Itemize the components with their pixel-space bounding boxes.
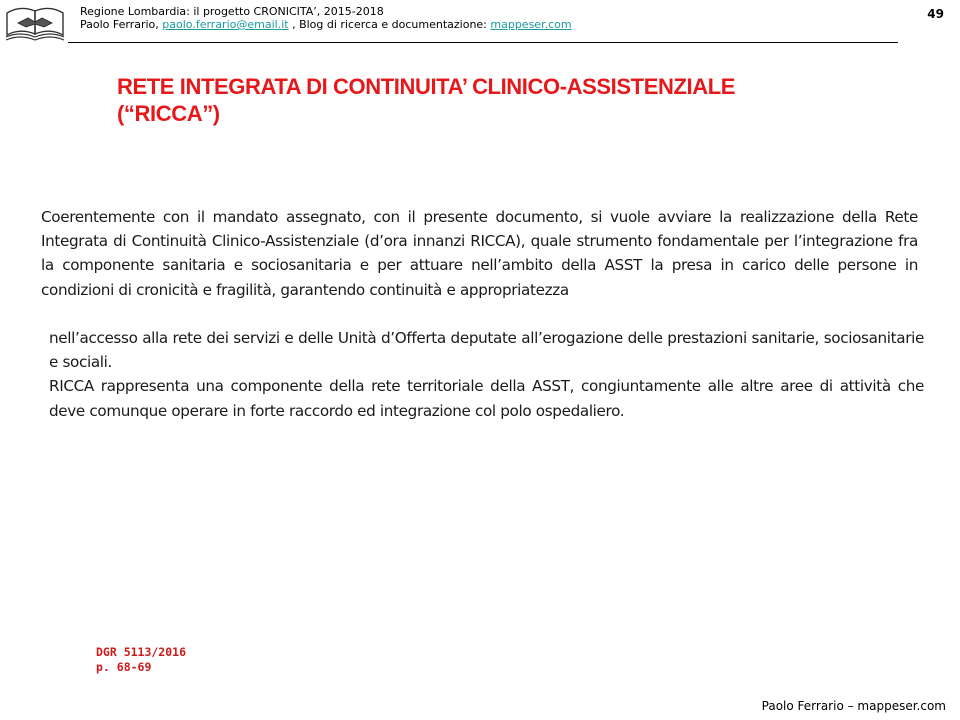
slide-title-line2: (“RICCA”): [117, 101, 220, 126]
page-number: 49: [927, 7, 944, 21]
slide-title: [117, 73, 917, 127]
body-paragraph-1: Coerentemente con il mandato assegnato, con il presente documento, si vuole avviare la realizzazione della Rete Integrata di Continuità Clinico-Assistenziale (d’ora innanzi RICCA), quale strumento fondamentale per l’integrazione fra la componente sanitaria e sociosanitaria e per attuare nell’ambito della ASST la presa in carico delle persone in condizioni di cronicità e fragilità, garantendo continuità e appropriatezza: [41, 208, 918, 299]
author-email-link[interactable]: paolo.ferrario@email.it: [162, 18, 289, 31]
slide-title-line1: RETE INTEGRATA DI CONTINUITA’ CLINICO-ASSISTENZIALE: [117, 74, 736, 99]
blog-link[interactable]: mappeser.com: [490, 18, 572, 31]
source-reference: [96, 645, 186, 675]
reference-document: DGR 5113/2016: [96, 645, 187, 659]
body-paragraph-2b: RICCA rappresenta una componente della rete territoriale della ASST, congiuntamente alle altre aree di attività che deve comunque operare in forte raccordo ed integrazione col polo ospedaliero.: [49, 377, 924, 420]
handshake-book-logo: [4, 5, 66, 43]
body-paragraph-2a: nell’accesso alla rete dei servizi e delle Unità d’Offerta deputate all’erogazione delle prestazioni sanitarie, sociosanitarie e sociali.: [49, 329, 924, 372]
header-divider: [68, 42, 898, 43]
header-course-title: Regione Lombardia: il progetto CRONICITA’, 2015-2018: [80, 5, 384, 18]
header-author-line: [80, 18, 920, 31]
slide-footer: Paolo Ferrario – mappeser.com: [761, 699, 946, 713]
body-paragraph-2: [49, 326, 924, 423]
slide-header: [80, 5, 920, 31]
header-author-name: Paolo Ferrario,: [80, 18, 163, 31]
header-blog-label: , Blog di ricerca e documentazione:: [288, 18, 491, 31]
reference-pages: p. 68-69: [96, 660, 152, 674]
